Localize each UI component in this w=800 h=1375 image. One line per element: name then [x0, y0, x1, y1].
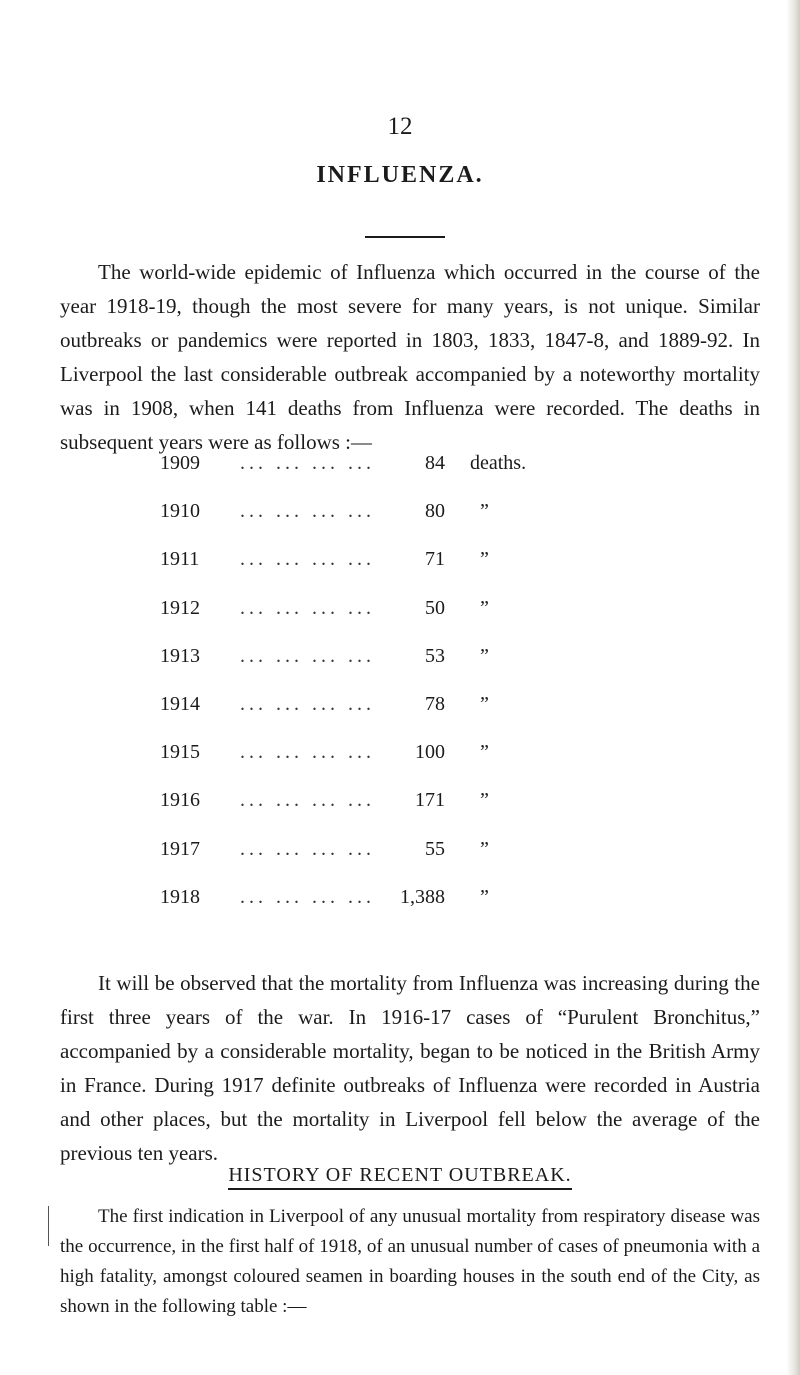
- table-row: [0, 789, 800, 819]
- unit-label: ”: [480, 837, 489, 860]
- table-row: [0, 886, 800, 916]
- year-cell: 1913: [160, 644, 200, 667]
- unit-label: ”: [480, 644, 489, 667]
- section-heading-text: HISTORY OF RECENT OUTBREAK.: [228, 1164, 571, 1190]
- deaths-value: 53: [425, 644, 445, 667]
- history-paragraph: [60, 1202, 760, 1322]
- year-cell: 1911: [160, 548, 200, 571]
- deaths-value: 1,388: [400, 885, 445, 908]
- year-cell: 1909: [160, 452, 200, 474]
- table-row: [0, 838, 800, 868]
- year-cell: 1915: [160, 741, 200, 764]
- deaths-value: 78: [425, 693, 445, 715]
- table-row: [0, 645, 800, 675]
- deaths-value: 55: [425, 837, 445, 860]
- intro-paragraph: [60, 255, 760, 459]
- unit-label: ”: [480, 596, 489, 619]
- year-cell: 1910: [160, 500, 200, 523]
- leader-dots: ... ... ... ...: [240, 500, 375, 523]
- title-rule: [365, 236, 445, 238]
- page-edge-shadow: [786, 0, 800, 1375]
- unit-label: ”: [480, 693, 489, 715]
- leader-dots: ... ... ... ...: [240, 789, 375, 812]
- observation-paragraph-text: It will be observed that the mortality from Influenza was increasing during the first three years of the war. In 1916-17 cases of “Purulent Bronchitus,” accompanied by a considerable mortality, began to be noticed in the British Army in France. During 1917 definite outbreaks of Influenza were recorded in Austria and other places, but the mortality in Liverpool fell below the average of the previous ten years.: [60, 971, 760, 1165]
- deaths-value: 71: [425, 548, 445, 571]
- unit-label: ”: [480, 741, 489, 764]
- table-row: [0, 548, 800, 578]
- unit-label: ”: [480, 789, 489, 812]
- table-row: [0, 597, 800, 627]
- history-paragraph-text: The first indication in Liverpool of any unusual mortality from respiratory disease was the occurrence, in the first half of 1918, of an unusual number of cases of pneumonia with a high fatality, amongst coloured seamen in boarding houses in the south end of the City, as shown in the following table :—: [60, 1206, 760, 1317]
- leader-dots: ... ... ... ...: [240, 693, 375, 715]
- deaths-value: 84: [425, 452, 445, 474]
- leader-dots: ... ... ... ...: [240, 741, 375, 764]
- year-cell: 1912: [160, 596, 200, 619]
- deaths-value: 171: [415, 789, 445, 812]
- observation-paragraph: [60, 966, 760, 1170]
- table-row: [0, 500, 800, 530]
- leader-dots: ... ... ... ...: [240, 885, 375, 908]
- deaths-value: 100: [415, 741, 445, 764]
- intro-paragraph-text: The world-wide epidemic of Influenza which occurred in the course of the year 1918-19, though the most severe for many years, is not unique. Similar outbreaks or pandemics were reported in 1803, 1833, 1847-8, and 1889-92. In Liverpool the last considerable outbreak accompanied by a noteworthy mortality was in 1908, when 141 deaths from Influenza were recorded. The deaths in subsequent years were as follows :—: [60, 260, 760, 454]
- deaths-value: 50: [425, 596, 445, 619]
- leader-dots: ... ... ... ...: [240, 452, 375, 474]
- table-row: [0, 693, 800, 723]
- unit-label: ”: [480, 500, 489, 523]
- leader-dots: ... ... ... ...: [240, 596, 375, 619]
- deaths-value: 80: [425, 500, 445, 523]
- section-heading: [0, 1164, 800, 1187]
- year-cell: 1918: [160, 885, 200, 908]
- leader-dots: ... ... ... ...: [240, 548, 375, 571]
- unit-label: ”: [480, 548, 489, 571]
- leader-dots: ... ... ... ...: [240, 644, 375, 667]
- margin-mark: [48, 1206, 49, 1246]
- unit-label: deaths.: [470, 452, 527, 474]
- year-cell: 1914: [160, 693, 200, 715]
- year-cell: 1917: [160, 837, 200, 860]
- unit-label: ”: [480, 885, 489, 908]
- year-cell: 1916: [160, 789, 200, 812]
- leader-dots: ... ... ... ...: [240, 837, 375, 860]
- table-row: [0, 741, 800, 771]
- table-row: [0, 452, 800, 482]
- page-title: INFLUENZA.: [316, 162, 484, 188]
- page-number: 12: [387, 113, 413, 140]
